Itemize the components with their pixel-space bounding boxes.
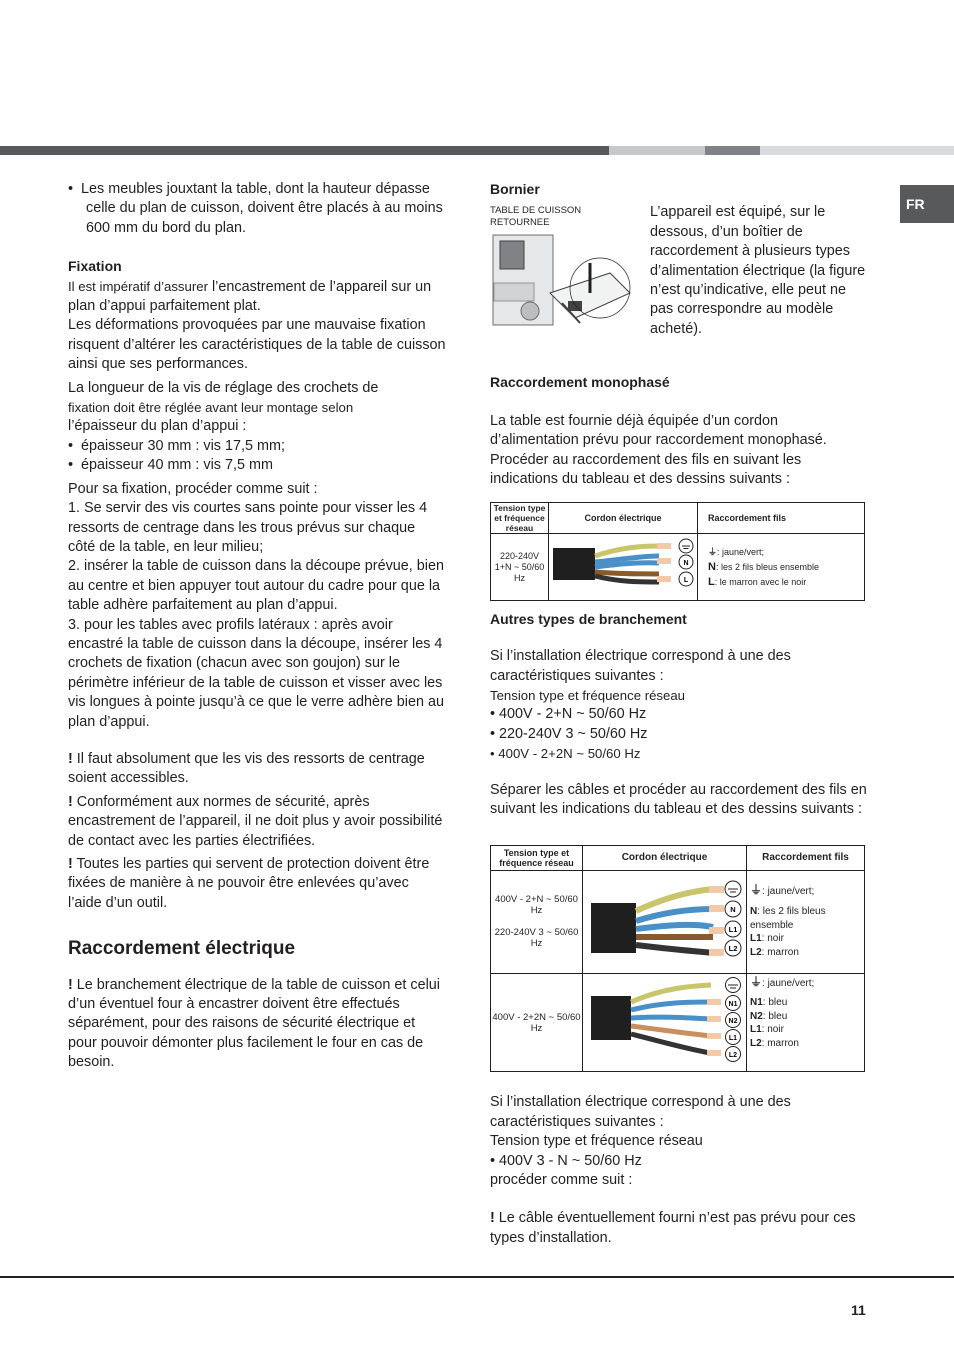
step-2: 2. insérer la table de cuisson dans la découpe prévue, bien au centre et bien appuyer tout autour du cadre pour que la table adhère parfaitement au plan d’appui.: [68, 558, 445, 614]
figure-label-line2: RETOURNEE: [490, 217, 550, 229]
bar-dark-segment: [0, 146, 609, 155]
t1-earth-text: : jaune/vert;: [717, 546, 765, 557]
earth-icon: ⏚: [750, 974, 763, 989]
warning-2: [68, 793, 446, 851]
right-column: [490, 180, 867, 1248]
t2-r2-n2-line: [750, 1010, 864, 1024]
left-column: [68, 180, 446, 1073]
t2-term-l1-b: L1: [728, 1034, 738, 1042]
t1-n-text: : les 2 fils bleus ensemble: [715, 561, 820, 572]
t2-r1-n-line: [750, 905, 864, 932]
t2-row1-voltage2: 220-240V 3 ~ 50/60 Hz: [494, 927, 579, 950]
monophase-title: Raccordement monophasé: [490, 374, 670, 391]
bornier-block: [490, 205, 867, 350]
electrical-warning: [68, 976, 446, 1073]
t2-r1-l1-line: [750, 932, 864, 946]
monophase-text: La table est fournie déjà équipée d’un cordon d’alimentation prévu pour raccordement monophasé. Procéder au raccordement des fils en suivant les indications du tableau et des dessins suivants :: [490, 412, 827, 488]
t2-r2-l1-line: [750, 1023, 864, 1037]
t2-row2-cord-drawing: [583, 974, 746, 1064]
terminal-box-illustration: [490, 233, 640, 333]
t2-r2-n2-symbol: N2: [750, 1010, 763, 1022]
fixation-p3c: l’épaisseur du plan d’appui :: [68, 418, 247, 435]
t1-l-symbol: L: [708, 575, 715, 588]
warning-mark: !: [68, 976, 73, 993]
bornier-figure: [490, 205, 640, 350]
t2-header-voltage: Tension type et fréquence réseau: [491, 845, 583, 870]
t2-r1-l1-symbol: L1: [750, 933, 762, 945]
t1-n-symbol: N: [708, 560, 716, 573]
electrical-warning-text: Le branchement électrique de la table de cuisson et celui d’un éventuel four à encastrer doivent être effectués séparément, pour des raisons de sécurité électrique et pour pouvoir démonter plus facilement le four en cas de besoin.: [68, 976, 440, 1071]
triphase-option: • 400V 3 - N ~ 50/60 Hz: [490, 1152, 642, 1169]
t2-row2-cord-cell: [583, 973, 747, 1071]
separate-cables-text: Séparer les câbles et procéder au raccordement des fils en suivant les indications du tableau et des dessins suivants :: [490, 781, 867, 818]
earth-icon: ⏚: [750, 882, 763, 897]
t2-row1-wires-cell: [747, 870, 865, 973]
t1-term-n: N: [683, 560, 689, 568]
t2-row1-cord-cell: [583, 870, 747, 973]
t2-r1-l1-text: : noir: [761, 933, 784, 945]
t2-r2-earth-line: [750, 976, 864, 991]
thickness-item-1: • épaisseur 30 mm : vis 17,5 mm;: [68, 437, 285, 454]
warning-1-text: Il faut absolument que les vis des ressorts de centrage soient accessibles.: [68, 750, 425, 787]
t2-r1-l2-text: : marron: [761, 946, 799, 958]
earth-icon: ⏚: [708, 546, 718, 557]
warning-3-text: Toutes les parties qui servent de protection doivent être fixées de manière à ne pouvoir être enlevées qu’avec l’aide d’un outil.: [68, 856, 430, 911]
t2-r1-n-text: : les 2 fils bleus ensemble: [750, 906, 826, 931]
t2-term-l2: L2: [728, 943, 738, 953]
t2-r1-earth-text: : jaune/vert;: [762, 885, 815, 897]
warning-mark: !: [68, 856, 73, 872]
t2-term-l1: L1: [728, 924, 738, 934]
t1-header-voltage: Tension type et fréquence réseau: [491, 503, 549, 534]
final-warning-text: Le câble éventuellement fourni n’est pas prévu pour ces types d’installation.: [490, 1210, 856, 1246]
t1-n-line: [708, 560, 864, 575]
t2-row1-voltage: [491, 870, 583, 973]
t2-r2-l2-line: [750, 1037, 864, 1051]
t2-r1-earth-line: [750, 884, 864, 899]
t1-cord-cell: [549, 534, 698, 600]
option-2: • 220-240V 3 ~ 50/60 Hz: [490, 725, 648, 742]
fixation-p3b: fixation doit être réglée avant leur montage selon: [68, 400, 354, 416]
intro-bullet: • Les meubles jouxtant la table, dont la hauteur dépasse celle du plan de cuisson, doivent être placés à au moins 600 mm du bord du plan.: [68, 181, 443, 236]
figure-label: [490, 205, 640, 229]
t2-row1-voltage1: 400V - 2+N ~ 50/60 Hz: [495, 894, 578, 917]
warning-1: [68, 750, 446, 789]
t2-row2-wires-cell: [747, 973, 865, 1071]
thickness-item-2: • épaisseur 40 mm : vis 7,5 mm: [68, 457, 273, 474]
bornier-title: Bornier: [490, 181, 540, 197]
step-3: 3. pour les tables avec profils latéraux : après avoir encastré la table de cuisson dans la découpe, insérer les 4 crochets de fixation (chacun avec son goujon) sur le périmètre inférieur de la table de cuisson et visser avec les vis longues à pointe jusqu’à ce que le verre adhère bien au plan d’appui.: [68, 616, 445, 730]
t1-l-text: : le marron avec le noir: [714, 576, 807, 587]
fixation-p1-small: Il est impératif d’assurer: [68, 278, 208, 294]
header-color-bar: [0, 146, 954, 155]
t2-r1-l2-line: [750, 946, 864, 960]
t1-header-cord: Cordon électrique: [549, 503, 698, 534]
step-1: 1. Se servir des vis courtes sans pointe pour visser les 4 ressorts de centrage dans les trous prévus sur chaque côté de la table, en leur milieu;: [68, 500, 428, 555]
triphase-text: Si l’installation électrique correspond à une des caractéristiques suivantes :: [490, 1094, 791, 1130]
t2-row1-cord-drawing: [583, 871, 746, 966]
t2-term-n2: N2: [728, 1017, 738, 1025]
t1-wires-cell: [698, 534, 865, 600]
page-number: 11: [851, 1302, 866, 1318]
other-types-title: Autres types de branchement: [490, 610, 687, 627]
fixation-p3a: La longueur de la vis de réglage des crochets de: [68, 379, 379, 396]
fixation-p1-rest: l’encastrement de l’appareil sur un plan d’appui parfaitement plat.: [68, 278, 432, 315]
t2-row2-voltage: 400V - 2+2N ~ 50/60 Hz: [491, 973, 583, 1071]
footer-rule: [0, 1276, 954, 1278]
t2-header-wires: Raccordement fils: [747, 845, 865, 870]
fixation-p1: [68, 277, 446, 317]
language-tab: FR: [900, 185, 954, 223]
t1-voltage: 220-240V 1+N ~ 50/60 Hz: [491, 534, 549, 600]
fixation-title: Fixation: [68, 258, 122, 275]
t2-r2-l2-text: : marron: [761, 1037, 799, 1049]
warning-2-text: Conformément aux normes de sécurité, après encastrement de l’appareil, il ne doit plus y avoir possibilité de contact avec les parties électrifiées.: [68, 793, 443, 849]
t2-r2-l1-symbol: L1: [750, 1024, 762, 1036]
t2-term-l2-b: L2: [728, 1051, 738, 1059]
t2-r2-l2-symbol: L2: [750, 1037, 762, 1049]
t1-cord-drawing: [549, 534, 697, 592]
t1-header-wires: Raccordement fils: [698, 503, 865, 534]
electrical-section-title: Raccordement électrique: [68, 938, 296, 960]
thickness-item-2-text: épaisseur 40 mm : vis 7,5 mm: [81, 457, 273, 474]
multiphase-table: [490, 845, 865, 1073]
t2-r1-n-symbol: N: [750, 906, 758, 918]
option-1: • 400V - 2+N ~ 50/60 Hz: [490, 706, 647, 723]
warning-3: [68, 855, 446, 913]
t2-r2-n1-line: [750, 996, 864, 1010]
option-3: • 400V - 2+2N ~ 50/60 Hz: [490, 746, 641, 762]
fixation-p2: Les déformations provoquées par une mauvaise fixation risquent d’altérer les caractéristiques de la table de cuisson ainsi que ses performances.: [68, 317, 446, 373]
bar-light-segment: [609, 146, 705, 155]
bar-mid-segment: [705, 146, 760, 155]
t1-earth-line: [708, 545, 864, 560]
t2-r2-n1-symbol: N1: [750, 997, 763, 1009]
t2-term-n: N: [730, 904, 736, 914]
t2-r2-earth-text: : jaune/vert;: [762, 977, 815, 989]
other-types-subtitle: Tension type et fréquence réseau: [490, 688, 686, 704]
t2-r2-l1-text: : noir: [761, 1024, 784, 1036]
warning-mark: !: [68, 750, 73, 767]
procedure-intro: Pour sa fixation, procéder comme suit :: [68, 480, 318, 497]
final-warning: [490, 1209, 867, 1248]
t2-header-cord: Cordon électrique: [583, 845, 747, 870]
t2-r1-l2-symbol: L2: [750, 946, 762, 958]
intro-bullet-text: Les meubles jouxtant la table, dont la hauteur dépasse celle du plan de cuisson, doivent être placés à au moins 600 mm du bord du plan.: [81, 181, 443, 236]
monophase-table: [490, 502, 865, 600]
bar-lighter-segment: [760, 146, 954, 155]
t2-r2-n2-text: : bleu: [762, 1010, 788, 1022]
t1-l-line: [708, 575, 864, 590]
triphase-subtitle: Tension type et fréquence réseau: [490, 1133, 703, 1150]
figure-label-line1: TABLE DE CUISSON: [490, 205, 582, 217]
warning-mark: !: [68, 793, 73, 810]
other-types-text: Si l’installation électrique correspond à une des caractéristiques suivantes :: [490, 648, 791, 684]
t1-term-l: L: [683, 577, 689, 585]
warning-mark: !: [490, 1210, 495, 1227]
t2-term-n1: N1: [728, 1000, 738, 1008]
bornier-text: L’appareil est équipé, sur le dessous, d’un boîtier de raccordement à plusieurs types d’alimentation électrique (la figure n’est qu’indicative, elle peut ne pas correspondre au modèle acheté).: [650, 204, 866, 337]
t2-r2-n1-text: : bleu: [762, 997, 788, 1009]
thickness-item-1-text: épaisseur 30 mm : vis 17,5 mm;: [81, 437, 285, 454]
triphase-procedure: procéder comme suit :: [490, 1171, 633, 1188]
